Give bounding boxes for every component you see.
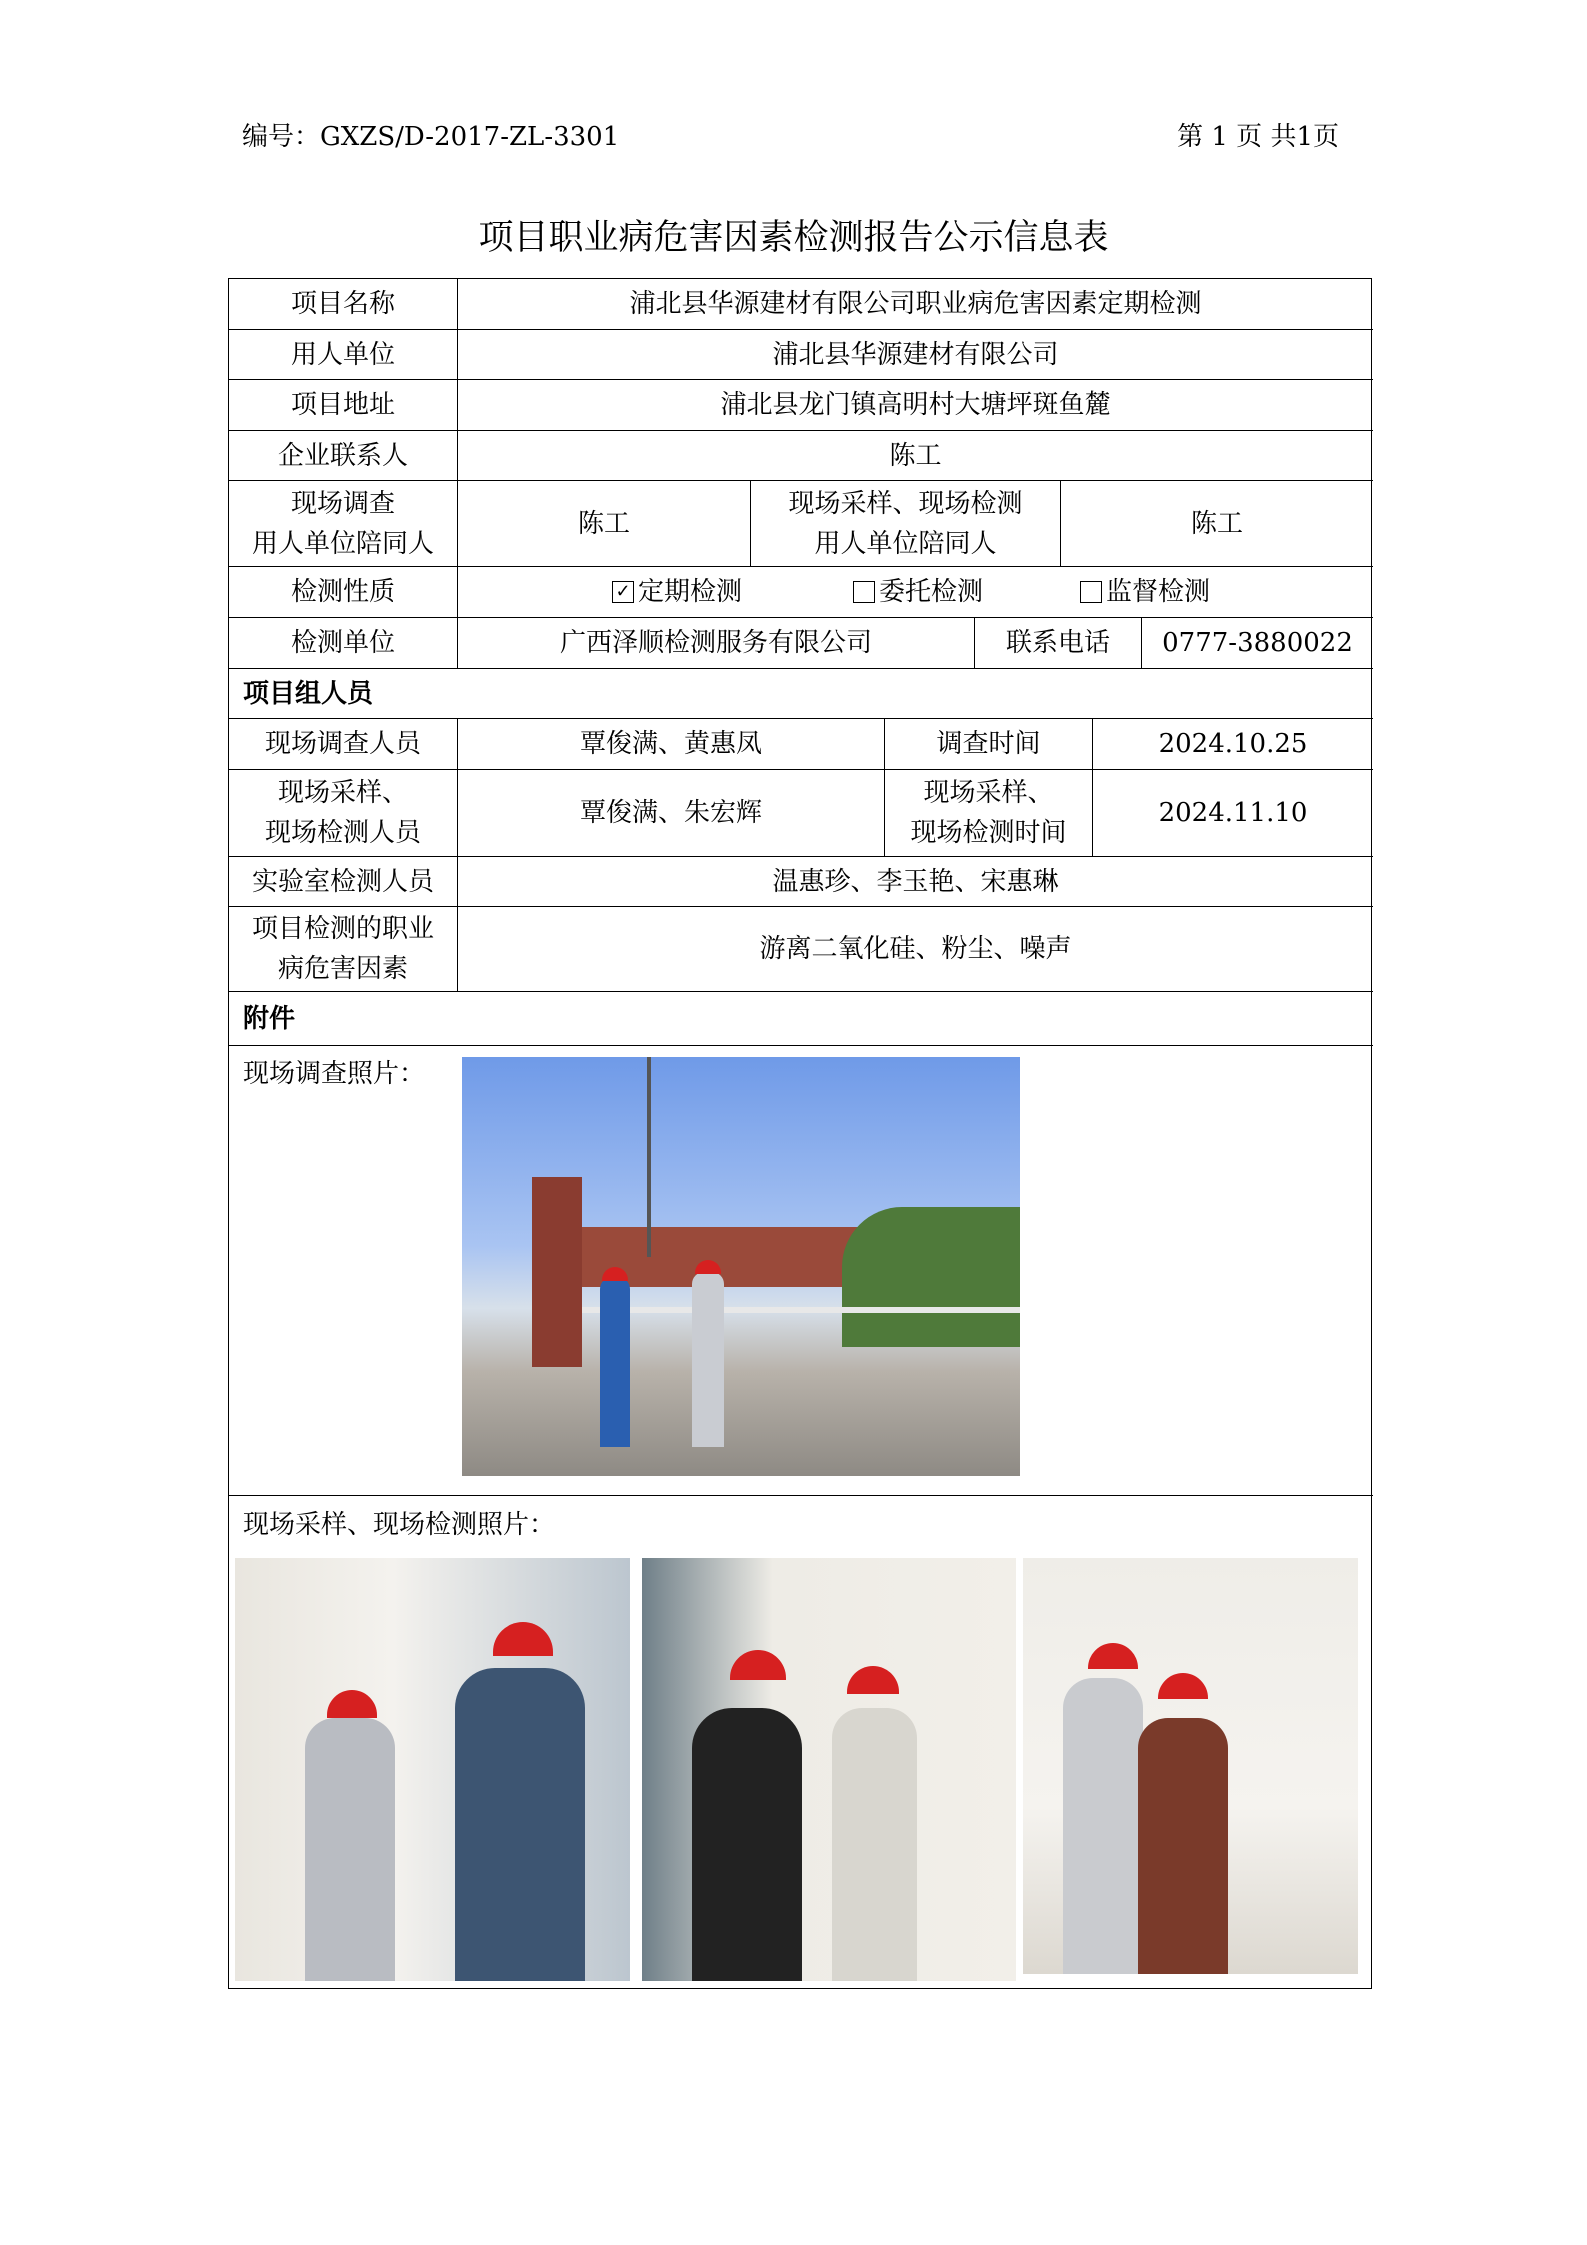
sampling-photo-3 <box>1023 1558 1358 1974</box>
contact-value: 陈工 <box>458 431 1373 481</box>
attachments-section-header: 附件 <box>229 992 1373 1046</box>
helmet <box>730 1650 786 1680</box>
checkbox-checked-icon[interactable]: ✓ <box>612 581 634 603</box>
label-line: 用人单位陪同人 <box>814 528 997 559</box>
document-number: 编号：GXZS/D-2017-ZL-3301 <box>242 122 620 152</box>
label-line: 项目检测的职业 <box>251 914 434 944</box>
sampling-photo-2 <box>642 1558 1016 1981</box>
option-supervision[interactable] <box>1080 572 1210 612</box>
factors-label <box>229 907 458 992</box>
label-line: 现场采样、现场检测 <box>788 488 1023 519</box>
phone-label: 联系电话 <box>975 618 1142 669</box>
lab-staff-value: 温惠珍、李玉艳、宋惠琳 <box>458 857 1373 907</box>
sampling-staff-value: 覃俊满、朱宏辉 <box>458 770 885 857</box>
helmet <box>1088 1643 1138 1669</box>
helmet <box>327 1690 377 1718</box>
sampling-companion-label <box>751 481 1061 567</box>
nature-options <box>458 567 1373 618</box>
team-section-header: 项目组人员 <box>229 669 1373 719</box>
label-line: 病危害因素 <box>277 954 408 984</box>
survey-time-value: 2024.10.25 <box>1093 719 1373 770</box>
checkbox-icon[interactable] <box>853 581 875 603</box>
gate-pillar <box>532 1177 582 1367</box>
survey-staff-label: 现场调查人员 <box>229 719 458 770</box>
factors-value: 游离二氧化硅、粉尘、噪声 <box>458 907 1373 992</box>
option-periodic[interactable] <box>612 572 853 612</box>
person-1 <box>600 1277 630 1447</box>
sampling-staff-label <box>229 770 458 857</box>
survey-staff-value: 覃俊满、黄惠凤 <box>458 719 885 770</box>
page-info: 第 1 页 共1页 <box>1177 122 1339 152</box>
label-line: 现场检测人员 <box>264 818 421 848</box>
label-line: 现场采样、 <box>277 778 408 808</box>
person <box>305 1718 395 1981</box>
survey-photo <box>462 1057 1020 1476</box>
survey-companion-value: 陈工 <box>458 481 751 567</box>
helmet <box>1158 1673 1208 1699</box>
sampling-time-value: 2024.11.10 <box>1093 770 1373 857</box>
page-title: 项目职业病危害因素检测报告公示信息表 <box>478 218 1109 258</box>
label-line: 现场采样、 <box>923 778 1054 808</box>
utility-pole <box>647 1057 651 1257</box>
label-line: 现场调查 <box>290 488 395 519</box>
label-line: 用人单位陪同人 <box>251 528 434 559</box>
person <box>1063 1678 1143 1974</box>
unit-value: 广西泽顺检测服务有限公司 <box>458 618 975 669</box>
lab-staff-label: 实验室检测人员 <box>229 857 458 907</box>
helmet <box>847 1666 899 1694</box>
person <box>832 1708 917 1981</box>
employer-value: 浦北县华源建材有限公司 <box>458 330 1373 380</box>
project-name-value: 浦北县华源建材有限公司职业病危害因素定期检测 <box>458 279 1373 330</box>
label-line: 现场检测时间 <box>910 818 1067 848</box>
person <box>1138 1718 1228 1974</box>
unit-label: 检测单位 <box>229 618 458 669</box>
sampling-photo-1 <box>235 1558 630 1981</box>
survey-photo-caption: 现场调查照片： <box>243 1059 426 1089</box>
address-value: 浦北县龙门镇高明村大塘坪斑鱼麓 <box>458 380 1373 431</box>
person-2 <box>692 1272 724 1447</box>
nature-label: 检测性质 <box>229 567 458 618</box>
option-label: 委托检测 <box>879 577 984 607</box>
person <box>692 1708 802 1981</box>
hill <box>842 1207 1020 1347</box>
option-label: 监督检测 <box>1106 577 1211 607</box>
option-label: 定期检测 <box>638 577 743 607</box>
sampling-photo-caption: 现场采样、现场检测照片： <box>243 1510 556 1540</box>
helmet <box>493 1622 553 1656</box>
sampling-time-label <box>885 770 1093 857</box>
project-name-label: 项目名称 <box>229 279 458 330</box>
survey-time-label: 调查时间 <box>885 719 1093 770</box>
railing <box>582 1307 1020 1313</box>
survey-companion-label <box>229 481 458 567</box>
sampling-companion-value: 陈工 <box>1061 481 1373 567</box>
phone-value: 0777-3880022 <box>1142 618 1373 669</box>
address-label: 项目地址 <box>229 380 458 431</box>
contact-label: 企业联系人 <box>229 431 458 481</box>
checkbox-icon[interactable] <box>1080 581 1102 603</box>
option-commissioned[interactable] <box>853 572 1080 612</box>
employer-label: 用人单位 <box>229 330 458 380</box>
person <box>455 1668 585 1981</box>
